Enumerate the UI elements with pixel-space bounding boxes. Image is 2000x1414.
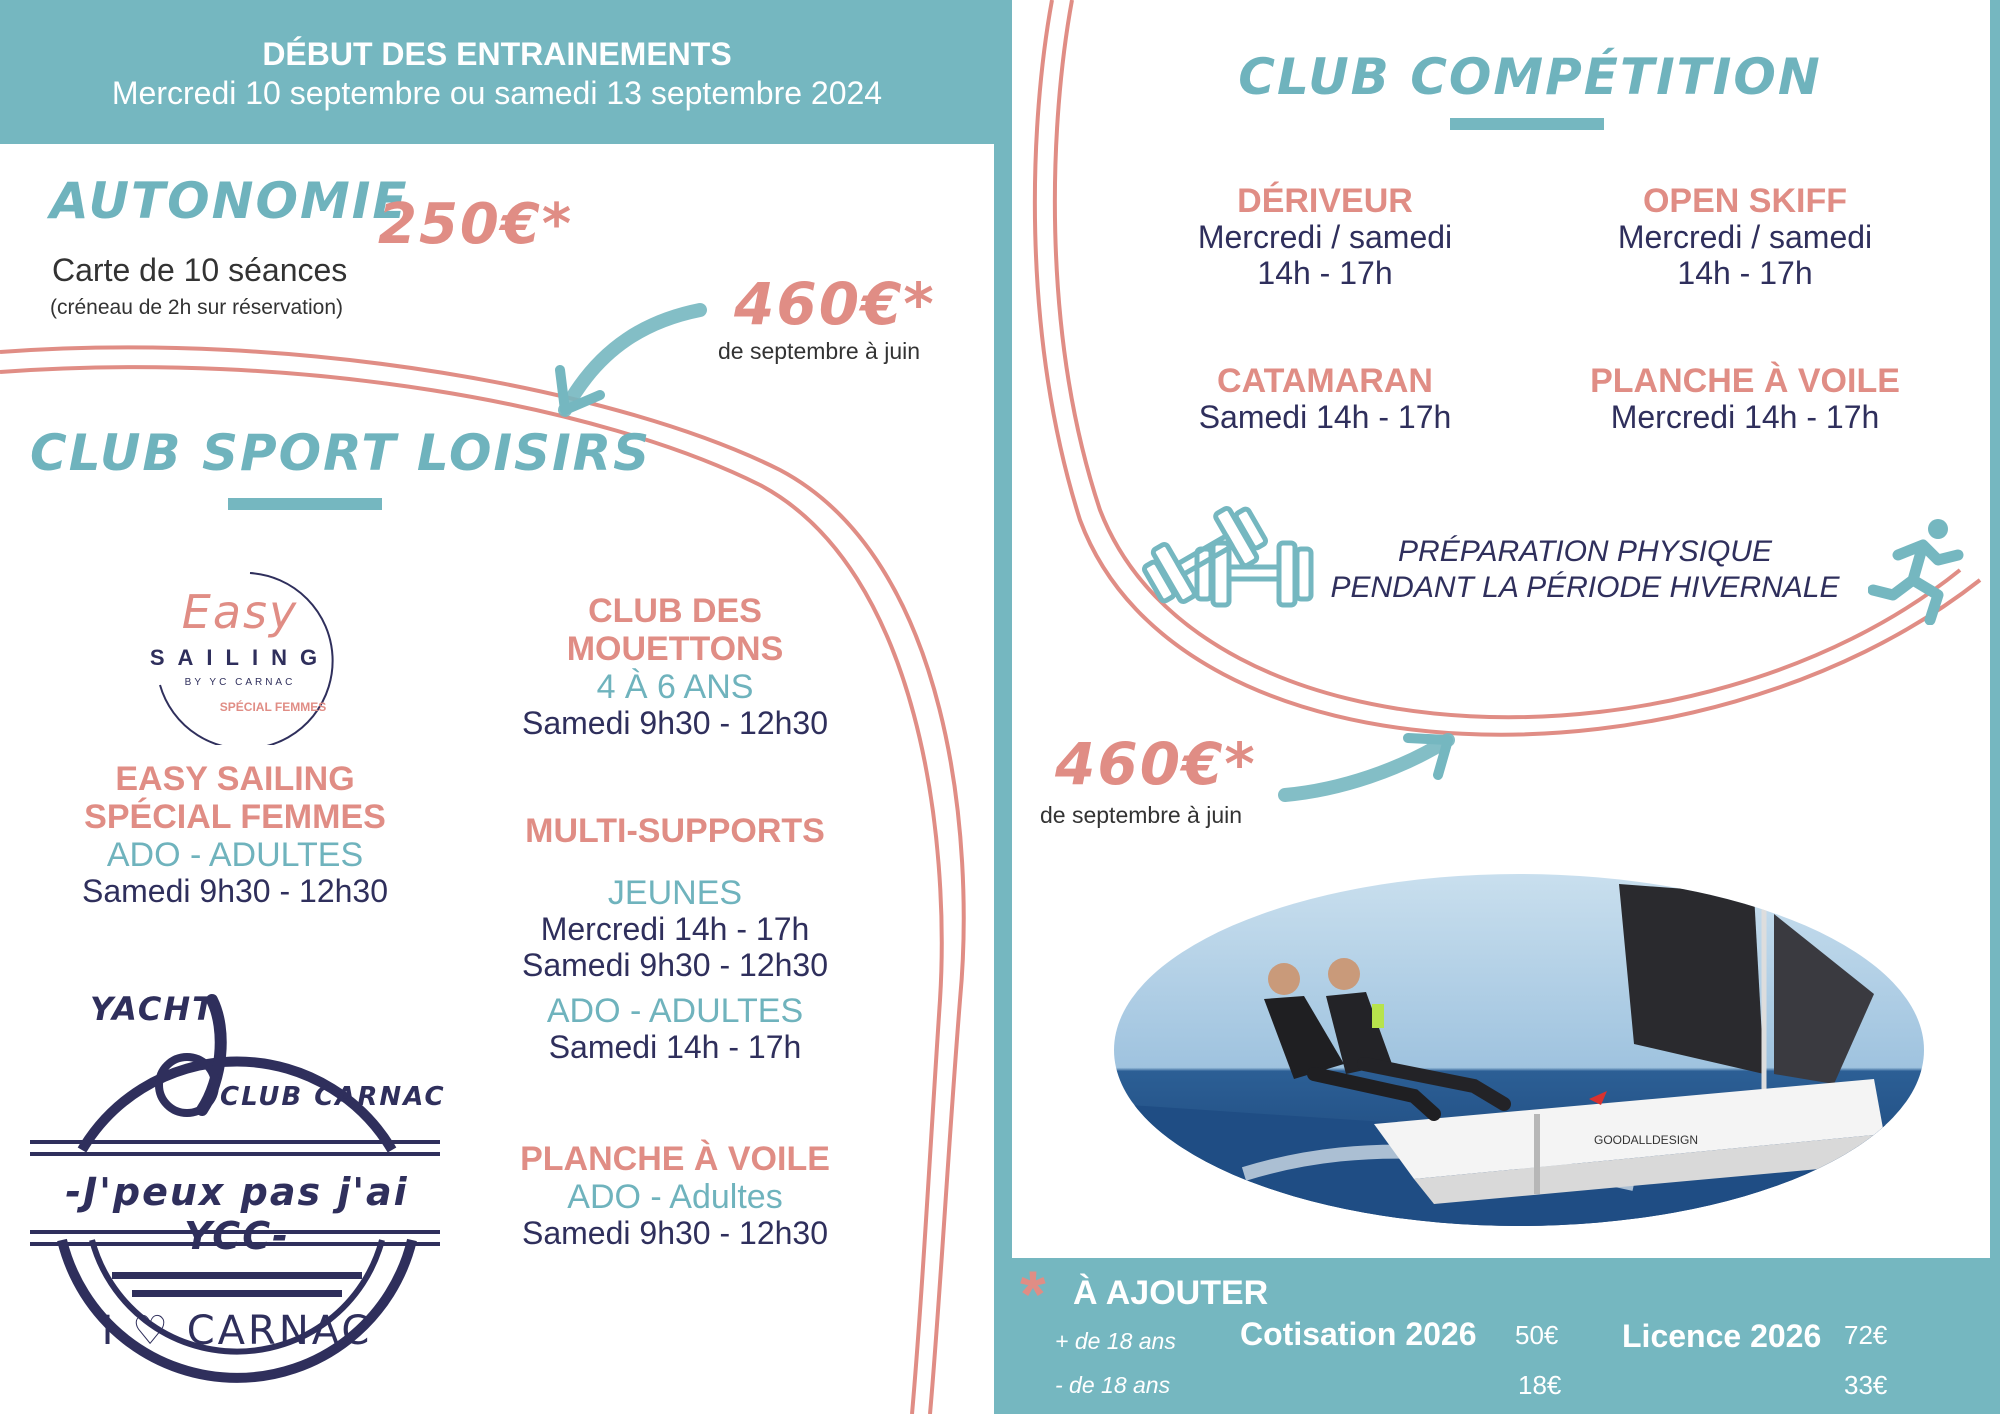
arrow-down-brush — [565, 310, 700, 410]
multi-ado: ADO - ADULTES — [546, 991, 804, 1030]
deriveur-days: Mercredi / samedi — [1197, 219, 1453, 256]
licence-minor: 33€ — [1844, 1370, 1888, 1400]
autonomie-title: AUTONOMIE — [50, 172, 409, 230]
planche-competition-time: Mercredi 14h - 17h — [1610, 399, 1880, 436]
mouettons-title-1: CLUB DES — [588, 592, 762, 630]
easy-title-1: EASY SAILING — [115, 760, 355, 798]
planche-loisirs-title: PLANCHE À VOILE — [520, 1140, 830, 1178]
competition-title: CLUB COMPÉTITION — [1238, 48, 1822, 106]
competition-underline — [1450, 118, 1604, 130]
autonomie-note: (créneau de 2h sur réservation) — [50, 296, 343, 319]
deriveur-title: DÉRIVEUR — [1237, 182, 1413, 220]
photo-brand: GOODALLDESIGN — [1594, 1133, 1699, 1147]
ycc-logo — [22, 990, 452, 1390]
easy-sailing-logo — [140, 565, 340, 745]
multi-jeunes-time-2: Samedi 9h30 - 12h30 — [522, 946, 828, 983]
easy-time: Samedi 9h30 - 12h30 — [82, 873, 388, 910]
planche-loisirs-time: Samedi 9h30 - 12h30 — [522, 1215, 828, 1252]
cotisation-minor: 18€ — [1518, 1370, 1562, 1400]
licence-label: Licence 2026 — [1622, 1318, 1822, 1354]
multi-jeunes-time-1: Mercredi 14h - 17h — [540, 911, 810, 948]
footer-title: À AJOUTER — [1073, 1274, 1269, 1312]
ycc-slogan: -J'peux pas j'ai YCC- — [65, 1170, 409, 1258]
competition-period: de septembre à juin — [1040, 802, 1243, 828]
cotisation-label: Cotisation 2026 — [1240, 1316, 1477, 1352]
multi-title: MULTI-SUPPORTS — [525, 812, 825, 850]
logo-special: SPÉCIAL FEMMES — [219, 700, 327, 714]
ycc-club: CLUB CARNAC — [220, 1082, 446, 1112]
mouettons-title-2: MOUETTONS — [566, 630, 784, 669]
autonomie-price: 250€* — [378, 192, 574, 257]
runner-icon — [1868, 515, 1968, 625]
planche-competition-title: PLANCHE À VOILE — [1590, 362, 1900, 400]
sailing-photo — [1114, 874, 1924, 1226]
catamaran-title: CATAMARAN — [1217, 362, 1433, 400]
adult-label: + de 18 ans — [1055, 1328, 1176, 1354]
loisirs-title: CLUB SPORT LOISIRS — [30, 424, 652, 482]
loisirs-period: de septembre à juin — [718, 338, 921, 364]
skiff-days: Mercredi / samedi — [1617, 219, 1873, 256]
licence-adult: 72€ — [1844, 1320, 1888, 1350]
footer-star: * — [1020, 1257, 1046, 1331]
multi-ado-time: Samedi 14h - 17h — [548, 1028, 802, 1065]
ycc-yacht: YACHT — [90, 990, 216, 1028]
loisirs-underline — [228, 498, 382, 510]
mouettons-time: Samedi 9h30 - 12h30 — [522, 705, 828, 742]
deriveur-time: 14h - 17h — [1257, 254, 1393, 291]
ycc-love: I ♡ CARNAC — [101, 1308, 373, 1354]
catamaran-time: Samedi 14h - 17h — [1198, 399, 1452, 436]
multi-jeunes: JEUNES — [607, 874, 743, 913]
skiff-time: 14h - 17h — [1677, 254, 1813, 291]
mouettons-age: 4 À 6 ANS — [596, 668, 754, 707]
easy-title-2: SPÉCIAL FEMMES — [84, 798, 386, 837]
header-dates: Mercredi 10 septembre ou samedi 13 septembre 2024 — [111, 75, 883, 111]
skiff-title: OPEN SKIFF — [1642, 182, 1848, 220]
minor-label: - de 18 ans — [1055, 1372, 1171, 1398]
logo-byline: BY YC CARNAC — [184, 677, 296, 688]
prep-line-1: PRÉPARATION PHYSIQUE — [1398, 535, 1772, 568]
logo-easy-word: Easy — [181, 585, 299, 639]
competition-price: 460€* — [1055, 730, 1257, 798]
prep-line-2: PENDANT LA PÉRIODE HIVERNALE — [1330, 571, 1840, 604]
easy-audience: ADO - ADULTES — [106, 836, 364, 875]
cotisation-adult: 50€ — [1515, 1320, 1559, 1350]
loisirs-price: 460€* — [734, 270, 936, 338]
logo-sailing-word: SAILING — [149, 645, 331, 670]
dumbbell-icon — [1135, 505, 1325, 615]
header-title: DÉBUT DES ENTRAINEMENTS — [262, 36, 732, 72]
autonomie-desc: Carte de 10 séances — [52, 252, 348, 288]
arrow-up-brush — [1285, 740, 1448, 795]
planche-loisirs-audience: ADO - Adultes — [567, 1178, 783, 1217]
